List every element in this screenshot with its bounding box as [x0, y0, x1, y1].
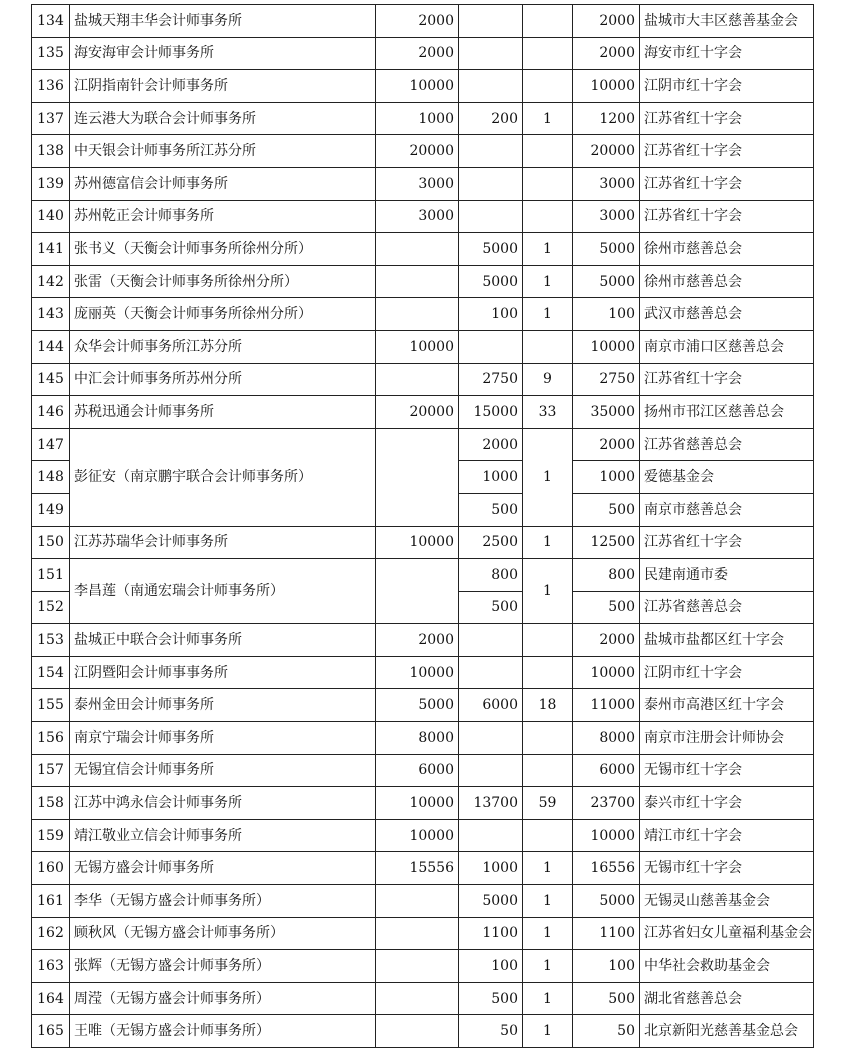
- donor-count: [523, 624, 573, 657]
- personal-amount: [459, 70, 523, 103]
- firm-amount: [376, 982, 459, 1015]
- recipient-name: 无锡灵山慈善基金会: [640, 885, 814, 918]
- donor-count: 1: [523, 852, 573, 885]
- recipient-name: 北京新阳光慈善基金总会: [640, 1015, 814, 1048]
- total-amount: 3000: [573, 167, 640, 200]
- personal-amount: 15000: [459, 396, 523, 429]
- firm-amount: [376, 265, 459, 298]
- row-number: 143: [32, 298, 70, 331]
- row-number: 146: [32, 396, 70, 429]
- total-amount: 3000: [573, 200, 640, 233]
- recipient-name: 盐城市盐都区红十字会: [640, 624, 814, 657]
- total-amount: 10000: [573, 656, 640, 689]
- donor-name: 张雷（天衡会计师事务所徐州分所）: [70, 265, 376, 298]
- firm-amount: [376, 885, 459, 918]
- row-number: 156: [32, 722, 70, 755]
- firm-amount: 3000: [376, 167, 459, 200]
- recipient-name: 中华社会救助基金会: [640, 950, 814, 983]
- firm-amount: 5000: [376, 689, 459, 722]
- row-number: 164: [32, 982, 70, 1015]
- recipient-name: 湖北省慈善总会: [640, 982, 814, 1015]
- firm-amount: 10000: [376, 819, 459, 852]
- donor-name: 彭征安（南京鹏宇联合会计师事务所）: [70, 428, 376, 526]
- personal-amount: 1000: [459, 852, 523, 885]
- donor-count: [523, 167, 573, 200]
- donor-name: 南京宁瑞会计师事务所: [70, 722, 376, 755]
- total-amount: 500: [573, 591, 640, 624]
- donor-name: 泰州金田会计师事务所: [70, 689, 376, 722]
- donor-name: 江苏中鸿永信会计师事务所: [70, 787, 376, 820]
- firm-amount: 10000: [376, 656, 459, 689]
- row-number: 136: [32, 70, 70, 103]
- total-amount: 100: [573, 950, 640, 983]
- total-amount: 11000: [573, 689, 640, 722]
- recipient-name: 江苏省红十字会: [640, 167, 814, 200]
- total-amount: 5000: [573, 233, 640, 266]
- recipient-name: 南京市浦口区慈善总会: [640, 330, 814, 363]
- donor-count: [523, 5, 573, 38]
- donor-count: 59: [523, 787, 573, 820]
- table-row: [32, 982, 814, 1015]
- recipient-name: 徐州市慈善总会: [640, 265, 814, 298]
- total-amount: 20000: [573, 135, 640, 168]
- personal-amount: [459, 200, 523, 233]
- table-row: [32, 1015, 814, 1048]
- table-row: [32, 135, 814, 168]
- row-number: 148: [32, 461, 70, 494]
- table-row: [32, 298, 814, 331]
- personal-amount: 5000: [459, 885, 523, 918]
- donor-count: [523, 819, 573, 852]
- recipient-name: 江苏省红十字会: [640, 200, 814, 233]
- total-amount: 10000: [573, 330, 640, 363]
- row-number: 165: [32, 1015, 70, 1048]
- row-number: 145: [32, 363, 70, 396]
- firm-amount: 10000: [376, 787, 459, 820]
- donor-name: 苏州乾正会计师事务所: [70, 200, 376, 233]
- donor-name: 连云港大为联合会计师事务所: [70, 102, 376, 135]
- table-row: [32, 396, 814, 429]
- personal-amount: [459, 722, 523, 755]
- donor-name: 苏州德富信会计师事务所: [70, 167, 376, 200]
- personal-amount: 800: [459, 559, 523, 592]
- table-row: [32, 5, 814, 38]
- donor-name: 李昌莲（南通宏瑞会计师事务所）: [70, 559, 376, 624]
- row-number: 144: [32, 330, 70, 363]
- recipient-name: 民建南通市委: [640, 559, 814, 592]
- total-amount: 8000: [573, 722, 640, 755]
- donor-name: 江阴暨阳会计师事事务所: [70, 656, 376, 689]
- donor-name: 张书义（天衡会计师事务所徐州分所）: [70, 233, 376, 266]
- table-row: [32, 624, 814, 657]
- donor-count: 18: [523, 689, 573, 722]
- recipient-name: 江苏省妇女儿童福利基金会: [640, 917, 814, 950]
- total-amount: 2750: [573, 363, 640, 396]
- donor-name: 庞丽英（天衡会计师事务所徐州分所）: [70, 298, 376, 331]
- table-body: [32, 5, 814, 1048]
- firm-amount: 2000: [376, 5, 459, 38]
- table-row: [32, 70, 814, 103]
- donor-count: 1: [523, 950, 573, 983]
- total-amount: 1100: [573, 917, 640, 950]
- recipient-name: 南京市慈善总会: [640, 493, 814, 526]
- donor-count: 1: [523, 559, 573, 624]
- recipient-name: 南京市注册会计师协会: [640, 722, 814, 755]
- table-row: [32, 559, 814, 592]
- donor-count: [523, 722, 573, 755]
- row-number: 149: [32, 493, 70, 526]
- row-number: 134: [32, 5, 70, 38]
- donor-name: 张辉（无锡方盛会计师事务所）: [70, 950, 376, 983]
- personal-amount: [459, 330, 523, 363]
- donor-count: 1: [523, 917, 573, 950]
- total-amount: 10000: [573, 70, 640, 103]
- row-number: 141: [32, 233, 70, 266]
- personal-amount: 2750: [459, 363, 523, 396]
- donor-count: [523, 656, 573, 689]
- firm-amount: [376, 950, 459, 983]
- donor-count: 1: [523, 982, 573, 1015]
- table-row: [32, 526, 814, 559]
- donor-count: 1: [523, 298, 573, 331]
- table-row: [32, 917, 814, 950]
- personal-amount: [459, 37, 523, 70]
- personal-amount: [459, 5, 523, 38]
- row-number: 147: [32, 428, 70, 461]
- table-row: [32, 885, 814, 918]
- row-number: 138: [32, 135, 70, 168]
- total-amount: 6000: [573, 754, 640, 787]
- table-row: [32, 428, 814, 461]
- donor-name: 苏税迅通会计师事务所: [70, 396, 376, 429]
- personal-amount: [459, 819, 523, 852]
- donor-name: 无锡方盛会计师事务所: [70, 852, 376, 885]
- total-amount: 1000: [573, 461, 640, 494]
- row-number: 161: [32, 885, 70, 918]
- donor-count: [523, 37, 573, 70]
- recipient-name: 武汉市慈善总会: [640, 298, 814, 331]
- firm-amount: [376, 298, 459, 331]
- firm-amount: 10000: [376, 330, 459, 363]
- firm-amount: [376, 1015, 459, 1048]
- total-amount: 10000: [573, 819, 640, 852]
- firm-amount: 10000: [376, 526, 459, 559]
- total-amount: 23700: [573, 787, 640, 820]
- total-amount: 50: [573, 1015, 640, 1048]
- donor-name: 周滢（无锡方盛会计师事务所）: [70, 982, 376, 1015]
- row-number: 142: [32, 265, 70, 298]
- row-number: 154: [32, 656, 70, 689]
- donor-count: 1: [523, 233, 573, 266]
- donor-count: [523, 135, 573, 168]
- recipient-name: 江阴市红十字会: [640, 656, 814, 689]
- personal-amount: [459, 167, 523, 200]
- row-number: 158: [32, 787, 70, 820]
- donor-count: 33: [523, 396, 573, 429]
- donor-count: 1: [523, 526, 573, 559]
- total-amount: 2000: [573, 624, 640, 657]
- firm-amount: [376, 559, 459, 624]
- table-row: [32, 754, 814, 787]
- personal-amount: [459, 135, 523, 168]
- total-amount: 500: [573, 493, 640, 526]
- donor-name: 顾秋风（无锡方盛会计师事务所）: [70, 917, 376, 950]
- table-row: [32, 265, 814, 298]
- table-row: [32, 819, 814, 852]
- donor-name: 中天银会计师事务所江苏分所: [70, 135, 376, 168]
- table-row: [32, 950, 814, 983]
- firm-amount: [376, 428, 459, 526]
- table-row: [32, 330, 814, 363]
- recipient-name: 爱德基金会: [640, 461, 814, 494]
- donor-count: 1: [523, 1015, 573, 1048]
- total-amount: 16556: [573, 852, 640, 885]
- recipient-name: 靖江市红十字会: [640, 819, 814, 852]
- row-number: 159: [32, 819, 70, 852]
- donor-name: 江苏苏瑞华会计师事务所: [70, 526, 376, 559]
- firm-amount: 20000: [376, 396, 459, 429]
- donor-name: 李华（无锡方盛会计师事务所）: [70, 885, 376, 918]
- personal-amount: 1100: [459, 917, 523, 950]
- table-row: [32, 37, 814, 70]
- donor-count: 1: [523, 428, 573, 526]
- firm-amount: 1000: [376, 102, 459, 135]
- row-number: 139: [32, 167, 70, 200]
- recipient-name: 扬州市邗江区慈善总会: [640, 396, 814, 429]
- donor-name: 无锡宜信会计师事务所: [70, 754, 376, 787]
- row-number: 155: [32, 689, 70, 722]
- recipient-name: 江苏省红十字会: [640, 102, 814, 135]
- firm-amount: 10000: [376, 70, 459, 103]
- recipient-name: 无锡市红十字会: [640, 754, 814, 787]
- row-number: 152: [32, 591, 70, 624]
- donor-count: [523, 200, 573, 233]
- donor-count: [523, 330, 573, 363]
- row-number: 137: [32, 102, 70, 135]
- donor-count: 1: [523, 265, 573, 298]
- donor-name: 王唯（无锡方盛会计师事务所）: [70, 1015, 376, 1048]
- recipient-name: 泰州市高港区红十字会: [640, 689, 814, 722]
- row-number: 160: [32, 852, 70, 885]
- row-number: 140: [32, 200, 70, 233]
- firm-amount: 8000: [376, 722, 459, 755]
- table-row: [32, 363, 814, 396]
- donor-name: 中汇会计师事务所苏州分所: [70, 363, 376, 396]
- personal-amount: 1000: [459, 461, 523, 494]
- table-row: [32, 200, 814, 233]
- firm-amount: 20000: [376, 135, 459, 168]
- row-number: 150: [32, 526, 70, 559]
- recipient-name: 盐城市大丰区慈善基金会: [640, 5, 814, 38]
- personal-amount: 500: [459, 982, 523, 1015]
- personal-amount: 2000: [459, 428, 523, 461]
- table-row: [32, 722, 814, 755]
- recipient-name: 江苏省慈善总会: [640, 428, 814, 461]
- personal-amount: [459, 624, 523, 657]
- total-amount: 2000: [573, 37, 640, 70]
- table-row: [32, 852, 814, 885]
- total-amount: 100: [573, 298, 640, 331]
- total-amount: 800: [573, 559, 640, 592]
- total-amount: 2000: [573, 428, 640, 461]
- personal-amount: 100: [459, 298, 523, 331]
- firm-amount: [376, 363, 459, 396]
- donor-name: 盐城正中联合会计师事务所: [70, 624, 376, 657]
- donation-table: [31, 4, 814, 1048]
- donor-name: 盐城天翔丰华会计师事务所: [70, 5, 376, 38]
- donor-count: [523, 754, 573, 787]
- recipient-name: 无锡市红十字会: [640, 852, 814, 885]
- recipient-name: 泰兴市红十字会: [640, 787, 814, 820]
- personal-amount: 13700: [459, 787, 523, 820]
- total-amount: 5000: [573, 885, 640, 918]
- recipient-name: 海安市红十字会: [640, 37, 814, 70]
- table-row: [32, 167, 814, 200]
- personal-amount: 200: [459, 102, 523, 135]
- table-row: [32, 689, 814, 722]
- donor-count: [523, 70, 573, 103]
- row-number: 157: [32, 754, 70, 787]
- total-amount: 2000: [573, 5, 640, 38]
- firm-amount: [376, 233, 459, 266]
- donor-count: 9: [523, 363, 573, 396]
- donor-count: 1: [523, 102, 573, 135]
- personal-amount: 6000: [459, 689, 523, 722]
- donor-count: 1: [523, 885, 573, 918]
- personal-amount: 100: [459, 950, 523, 983]
- personal-amount: 500: [459, 591, 523, 624]
- donor-name: 江阴指南针会计师事务所: [70, 70, 376, 103]
- donor-name: 众华会计师事务所江苏分所: [70, 330, 376, 363]
- recipient-name: 江苏省红十字会: [640, 363, 814, 396]
- personal-amount: 50: [459, 1015, 523, 1048]
- recipient-name: 徐州市慈善总会: [640, 233, 814, 266]
- total-amount: 500: [573, 982, 640, 1015]
- row-number: 162: [32, 917, 70, 950]
- donor-name: 靖江敬业立信会计师事务所: [70, 819, 376, 852]
- table-row: [32, 787, 814, 820]
- personal-amount: 2500: [459, 526, 523, 559]
- personal-amount: [459, 656, 523, 689]
- table-row: [32, 233, 814, 266]
- recipient-name: 江苏省红十字会: [640, 135, 814, 168]
- table-row: [32, 102, 814, 135]
- donor-name: 海安海审会计师事务所: [70, 37, 376, 70]
- recipient-name: 江苏省慈善总会: [640, 591, 814, 624]
- firm-amount: 2000: [376, 37, 459, 70]
- row-number: 163: [32, 950, 70, 983]
- firm-amount: 6000: [376, 754, 459, 787]
- firm-amount: [376, 917, 459, 950]
- total-amount: 5000: [573, 265, 640, 298]
- firm-amount: 3000: [376, 200, 459, 233]
- recipient-name: 江阴市红十字会: [640, 70, 814, 103]
- row-number: 153: [32, 624, 70, 657]
- firm-amount: 2000: [376, 624, 459, 657]
- row-number: 135: [32, 37, 70, 70]
- table-row: [32, 656, 814, 689]
- total-amount: 12500: [573, 526, 640, 559]
- row-number: 151: [32, 559, 70, 592]
- personal-amount: [459, 754, 523, 787]
- recipient-name: 江苏省红十字会: [640, 526, 814, 559]
- firm-amount: 15556: [376, 852, 459, 885]
- personal-amount: 5000: [459, 233, 523, 266]
- total-amount: 35000: [573, 396, 640, 429]
- total-amount: 1200: [573, 102, 640, 135]
- personal-amount: 500: [459, 493, 523, 526]
- personal-amount: 5000: [459, 265, 523, 298]
